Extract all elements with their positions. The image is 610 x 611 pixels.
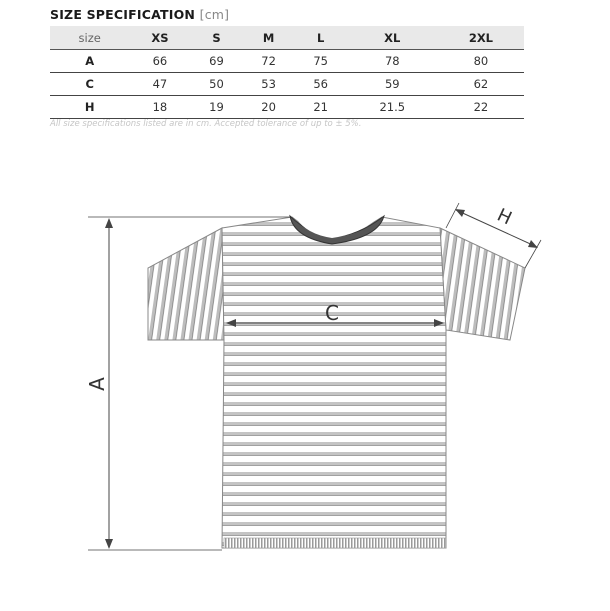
table-cell: 47 (129, 73, 190, 96)
table-cell: 21 (295, 96, 347, 119)
row-label: C (50, 73, 129, 96)
header-xs: XS (129, 26, 190, 50)
dim-a-arrow-bottom (105, 539, 113, 549)
table-cell: 80 (438, 50, 524, 73)
table-cell: 22 (438, 96, 524, 119)
header-2xl: 2XL (438, 26, 524, 50)
spec-unit: [cm] (199, 7, 230, 22)
tolerance-note: All size specifications listed are in cm. Accepted tolerance of up to ± 5%. (50, 119, 362, 129)
table-cell: 59 (347, 73, 438, 96)
tshirt-body (222, 217, 446, 548)
spec-title-text: SIZE SPECIFICATION (50, 7, 196, 22)
row-label: A (50, 50, 129, 73)
table-cell: 50 (190, 73, 242, 96)
label-c: C (325, 301, 339, 325)
table-cell: 75 (295, 50, 347, 73)
header-l: L (295, 26, 347, 50)
right-sleeve (440, 228, 525, 340)
table-cell: 72 (243, 50, 295, 73)
left-sleeve (148, 228, 224, 340)
dim-h-arrow-right (528, 240, 538, 248)
header-size: size (50, 26, 129, 50)
label-a: A (85, 377, 109, 391)
table-cell: 19 (190, 96, 242, 119)
dim-a-arrow-top (105, 218, 113, 228)
table-cell: 66 (129, 50, 190, 73)
table-cell: 20 (243, 96, 295, 119)
dim-h-tick-left (446, 203, 459, 228)
label-h: H (493, 204, 515, 230)
table-cell: 69 (190, 50, 242, 73)
header-xl: XL (347, 26, 438, 50)
table-cell: 62 (438, 73, 524, 96)
table-cell: 18 (129, 96, 190, 119)
table-cell: 56 (295, 73, 347, 96)
dim-h-arrow-left (455, 209, 465, 217)
header-m: M (243, 26, 295, 50)
table-cell: 78 (347, 50, 438, 73)
table-cell: 53 (243, 73, 295, 96)
header-s: S (190, 26, 242, 50)
table-cell: 21.5 (347, 96, 438, 119)
row-label: H (50, 96, 129, 119)
hem-band (224, 538, 446, 548)
